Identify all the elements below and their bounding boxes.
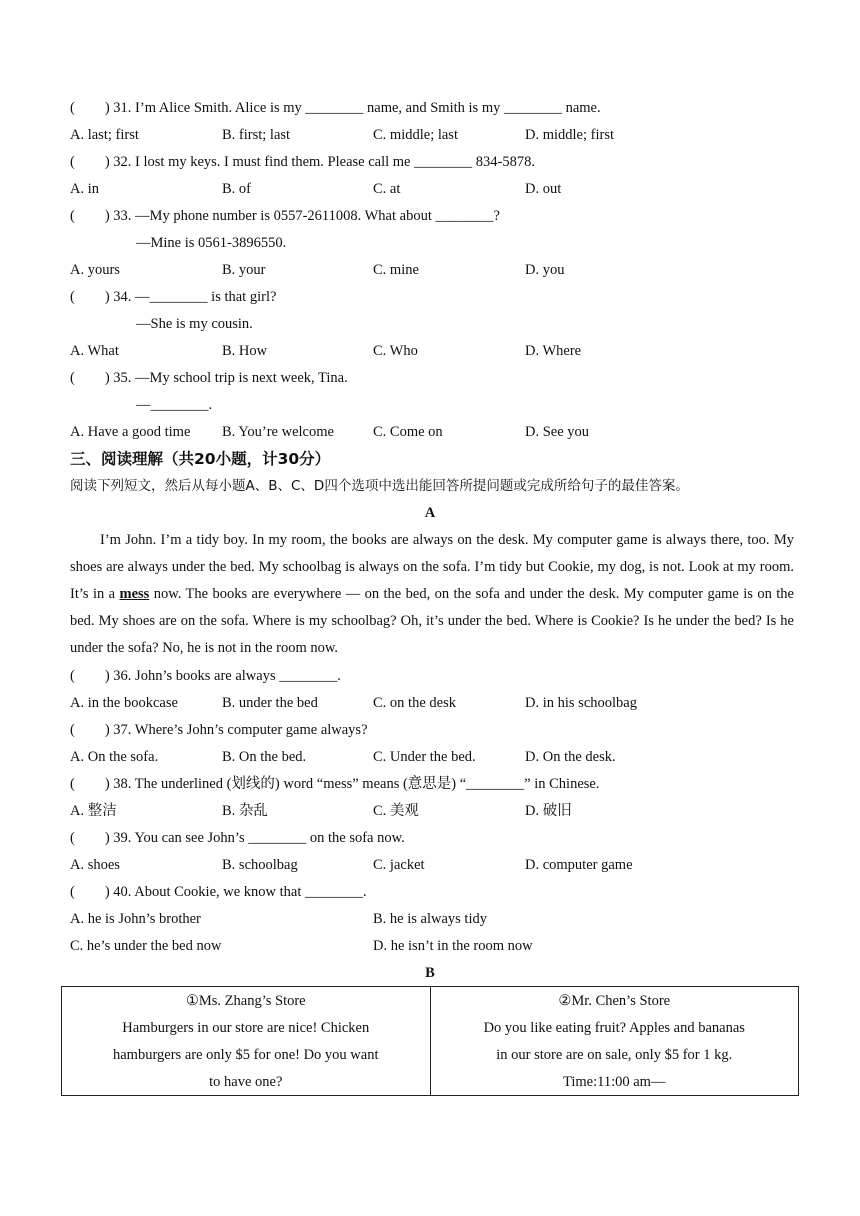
option-c[interactable]: C. 美观 xyxy=(373,803,419,819)
option-a[interactable]: A. in xyxy=(70,181,99,197)
option-a[interactable]: A. 整洁 xyxy=(70,803,117,819)
passage-a-text-after: now. The books are everywhere — on the bed, on the sofa and under the desk. My computer game is on the bed. My shoes are on the sofa. Where is my schoolbag? Oh, it’s under the bed. Where is Cookie? Is he under the bed? Is he under the sofa? No, he is not in the room now. xyxy=(70,586,794,656)
question-stem: ) 32. I lost my keys. I must find them. Please call me ________ 834-5878. xyxy=(104,154,535,170)
answer-paren[interactable]: ( xyxy=(70,100,75,116)
option-a[interactable]: A. What xyxy=(70,343,119,359)
question-39 xyxy=(70,828,405,848)
store-text-line: Time:11:00 am— xyxy=(563,1074,666,1090)
option-c[interactable]: C. on the desk xyxy=(373,695,456,711)
option-a[interactable]: A. he is John’s brother xyxy=(70,911,201,927)
question-stem-reply: —She is my cousin. xyxy=(136,316,253,332)
option-c[interactable]: C. at xyxy=(373,181,401,197)
store-text-line: to have one? xyxy=(209,1074,283,1090)
option-c[interactable]: C. middle; last xyxy=(373,127,458,143)
answer-paren[interactable]: ( xyxy=(70,830,75,846)
option-c[interactable]: C. mine xyxy=(373,262,419,278)
option-a[interactable]: A. yours xyxy=(70,262,120,278)
question-stem: ) 33. —My phone number is 0557-2611008. What about ________? xyxy=(104,208,500,224)
option-d[interactable]: D. See you xyxy=(525,424,590,440)
question-stem-reply: —________. xyxy=(136,397,213,413)
section-title: 三、阅读理解（共20小题，计30分） xyxy=(70,450,331,468)
option-b[interactable]: B. of xyxy=(222,181,251,197)
question-38 xyxy=(70,774,599,794)
option-d[interactable]: D. On the desk. xyxy=(525,749,616,765)
option-d[interactable]: D. you xyxy=(525,262,565,278)
question-40 xyxy=(70,882,367,902)
answer-paren[interactable]: ( xyxy=(70,289,75,305)
option-c[interactable]: C. he’s under the bed now xyxy=(70,938,222,954)
question-stem: ) 39. You can see John’s ________ on the sofa now. xyxy=(104,830,405,846)
option-a[interactable]: A. last; first xyxy=(70,127,139,143)
option-a[interactable]: A. Have a good time xyxy=(70,424,191,440)
question-35 xyxy=(70,368,348,388)
question-36 xyxy=(70,666,341,686)
passage-label-a: A xyxy=(424,505,436,521)
option-b[interactable]: B. he is always tidy xyxy=(373,911,487,927)
option-b[interactable]: B. 杂乱 xyxy=(222,803,268,819)
option-b[interactable]: B. On the bed. xyxy=(222,749,307,765)
store-name: ②Mr. Chen’s Store xyxy=(558,993,671,1009)
answer-paren[interactable]: ( xyxy=(70,154,75,170)
option-d[interactable]: D. he isn’t in the room now xyxy=(373,938,533,954)
stores-table xyxy=(61,986,799,1096)
store-cell-chen xyxy=(430,987,799,1095)
passage-a-text xyxy=(70,527,794,662)
option-a[interactable]: A. shoes xyxy=(70,857,120,873)
answer-paren[interactable]: ( xyxy=(70,208,75,224)
question-33 xyxy=(70,206,500,226)
option-d[interactable]: D. out xyxy=(525,181,562,197)
question-32 xyxy=(70,152,535,172)
option-b[interactable]: B. first; last xyxy=(222,127,291,143)
store-text-line: hamburgers are only $5 for one! Do you want xyxy=(113,1047,379,1063)
option-b[interactable]: B. your xyxy=(222,262,266,278)
answer-paren[interactable]: ( xyxy=(70,776,75,792)
option-c[interactable]: C. jacket xyxy=(373,857,425,873)
question-stem-reply: —Mine is 0561-3896550. xyxy=(136,235,287,251)
answer-paren[interactable]: ( xyxy=(70,370,75,386)
option-d[interactable]: D. computer game xyxy=(525,857,633,873)
question-37 xyxy=(70,720,368,740)
store-name: ①Ms. Zhang’s Store xyxy=(185,993,306,1009)
option-d[interactable]: D. Where xyxy=(525,343,582,359)
option-d[interactable]: D. 破旧 xyxy=(525,803,572,819)
option-a[interactable]: A. On the sofa. xyxy=(70,749,159,765)
option-b[interactable]: B. You’re welcome xyxy=(222,424,334,440)
store-text-line: Do you like eating fruit? Apples and bananas xyxy=(483,1020,745,1036)
answer-paren[interactable]: ( xyxy=(70,668,75,684)
option-b[interactable]: B. How xyxy=(222,343,268,359)
passage-label-b: B xyxy=(425,965,435,981)
option-a[interactable]: A. in the bookcase xyxy=(70,695,178,711)
store-text-line: Hamburgers in our store are nice! Chicken xyxy=(122,1020,370,1036)
section-instruction: 阅读下列短文，然后从每小题A、B、C、D四个选项中选出能回答所提问题或完成所给句子的最佳答案。 xyxy=(70,478,689,494)
store-cell-zhang xyxy=(62,987,430,1095)
question-stem: ) 35. —My school trip is next week, Tina. xyxy=(104,370,348,386)
store-text-line: in our store are on sale, only $5 for 1 kg. xyxy=(496,1047,733,1063)
answer-paren[interactable]: ( xyxy=(70,722,75,738)
option-c[interactable]: C. Who xyxy=(373,343,418,359)
option-c[interactable]: C. Under the bed. xyxy=(373,749,476,765)
option-d[interactable]: D. in his schoolbag xyxy=(525,695,637,711)
question-stem: ) 40. About Cookie, we know that ________. xyxy=(104,884,367,900)
question-34 xyxy=(70,287,276,307)
question-stem: ) 34. —________ is that girl? xyxy=(104,289,277,305)
passage-a-text-before: I’m John. I’m a tidy boy. In my room, the books are always on the desk. My computer game is always there, too. My shoes are always under the bed. My schoolbag is always on the sofa. I’m tidy but Cookie, my dog, is not. Look at my room. It’s in a xyxy=(70,532,794,602)
question-stem: ) 36. John’s books are always ________. xyxy=(104,668,341,684)
question-stem: ) 38. The underlined (划线的) word “mess” means (意思是) “________” in Chinese. xyxy=(104,776,600,792)
answer-paren[interactable]: ( xyxy=(70,884,75,900)
option-b[interactable]: B. under the bed xyxy=(222,695,318,711)
option-d[interactable]: D. middle; first xyxy=(525,127,615,143)
question-stem: ) 31. I’m Alice Smith. Alice is my ________ name, and Smith is my ________ name. xyxy=(104,100,601,116)
option-c[interactable]: C. Come on xyxy=(373,424,443,440)
question-31 xyxy=(70,98,601,118)
underlined-word: mess xyxy=(119,586,150,602)
option-b[interactable]: B. schoolbag xyxy=(222,857,298,873)
question-stem: ) 37. Where’s John’s computer game always? xyxy=(104,722,368,738)
